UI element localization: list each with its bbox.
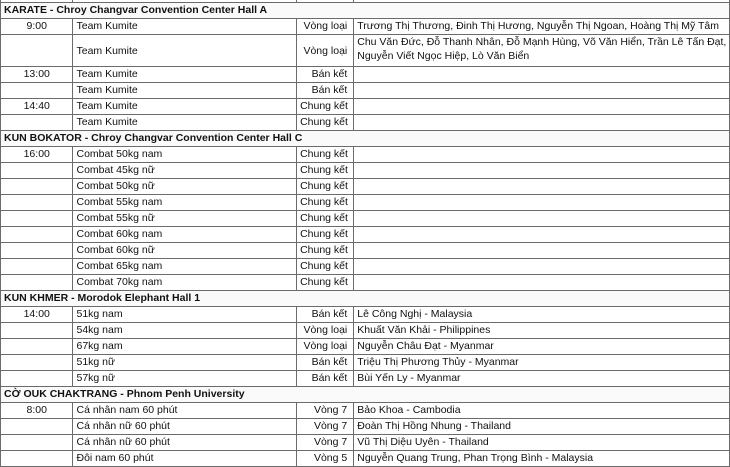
event-cell: 57kg nữ: [73, 371, 297, 387]
round-cell: Chung kết: [297, 163, 354, 179]
table-row: [1, 451, 730, 467]
event-cell: Cá nhân nữ 60 phút: [73, 419, 297, 435]
athletes-cell: Đoàn Thị Hồng Nhung - Thailand: [354, 419, 730, 435]
table-row: [1, 355, 730, 371]
athletes-cell: [354, 147, 730, 163]
event-cell: Combat 50kg nữ: [73, 179, 297, 195]
event-cell: Combat 55kg nữ: [73, 211, 297, 227]
table-row: [1, 275, 730, 291]
athletes-cell: Trương Thị Thương, Đinh Thị Hương, Nguyễn Thị Ngoan, Hoàng Thị Mỹ Tâm: [354, 19, 730, 35]
round-cell: Bán kết: [297, 83, 354, 99]
venue-name: Chroy Changvar Convention Center Hall A: [56, 4, 268, 16]
athletes-cell: [354, 163, 730, 179]
time-cell: [1, 243, 73, 259]
event-cell: Team Kumite: [73, 19, 297, 35]
table-row: [1, 435, 730, 451]
athletes-cell: [354, 83, 730, 99]
time-cell: 13:00: [1, 67, 73, 83]
event-cell: Combat 60kg nữ: [73, 243, 297, 259]
time-cell: [1, 435, 73, 451]
athletes-cell: Triệu Thị Phương Thủy - Myanmar: [354, 355, 730, 371]
athletes-cell: Bảo Khoa - Cambodia: [354, 403, 730, 419]
time-cell: [1, 115, 73, 131]
table-row: [1, 211, 730, 227]
table-row: [1, 419, 730, 435]
athletes-line-2: Nguyễn Viết Ngọc Hiệp, Lò Văn Biển: [357, 50, 530, 62]
round-cell: Vòng loại: [297, 19, 354, 35]
table-row: [1, 227, 730, 243]
time-cell: [1, 211, 73, 227]
time-cell: [1, 259, 73, 275]
athletes-cell: [354, 243, 730, 259]
table-row: [1, 147, 730, 163]
athletes-cell: [354, 35, 730, 67]
athletes-cell: [354, 67, 730, 83]
round-cell: Chung kết: [297, 227, 354, 243]
time-cell: 9:00: [1, 19, 73, 35]
section-header-co-ouk-chaktrang: CỜ OUK CHAKTRANG - Phnom Penh University: [1, 387, 730, 403]
athletes-cell: [354, 99, 730, 115]
athletes-cell: [354, 227, 730, 243]
athletes-cell: [354, 195, 730, 211]
event-cell: 51kg nữ: [73, 355, 297, 371]
athletes-cell: Khuất Văn Khải - Philippines: [354, 323, 730, 339]
event-cell: 54kg nam: [73, 323, 297, 339]
round-cell: Chung kết: [297, 243, 354, 259]
round-cell: Chung kết: [297, 275, 354, 291]
round-cell: Vòng loại: [297, 323, 354, 339]
table-row: [1, 19, 730, 35]
event-cell: Combat 70kg nam: [73, 275, 297, 291]
event-cell: Team Kumite: [73, 67, 297, 83]
time-cell: 8:00: [1, 403, 73, 419]
table-row: [1, 115, 730, 131]
time-cell: [1, 371, 73, 387]
venue-name: Phnom Penh University: [126, 388, 245, 400]
round-cell: Chung kết: [297, 147, 354, 163]
table-row: [1, 339, 730, 355]
round-cell: Vòng 5: [297, 451, 354, 467]
table-row: [1, 259, 730, 275]
round-cell: Vòng loại: [297, 339, 354, 355]
event-cell: Combat 45kg nữ: [73, 163, 297, 179]
table-row: [1, 195, 730, 211]
event-cell: Combat 50kg nam: [73, 147, 297, 163]
venue-name: Morodok Elephant Hall 1: [77, 292, 201, 304]
round-cell: Bán kết: [297, 371, 354, 387]
venue-name: Chroy Changvar Convention Center Hall C: [91, 132, 303, 144]
round-cell: Vòng loại: [297, 35, 354, 67]
event-cell: Team Kumite: [73, 83, 297, 99]
round-cell: Bán kết: [297, 67, 354, 83]
section-header-karate: KARATE - Chroy Changvar Convention Center Hall A: [1, 3, 730, 19]
round-cell: Bán kết: [297, 307, 354, 323]
athletes-cell: Nguyễn Quang Trung, Phan Trọng Bình - Malaysia: [354, 451, 730, 467]
time-cell: [1, 419, 73, 435]
event-cell: Team Kumite: [73, 115, 297, 131]
round-cell: Chung kết: [297, 195, 354, 211]
table-row: [1, 83, 730, 99]
table-row: [1, 163, 730, 179]
time-cell: [1, 179, 73, 195]
sport-name: KUN BOKATOR: [4, 132, 82, 144]
round-cell: Vòng 7: [297, 403, 354, 419]
round-cell: Chung kết: [297, 211, 354, 227]
table-row: [1, 35, 730, 67]
table-row: [1, 307, 730, 323]
sport-name: KARATE: [4, 4, 47, 16]
time-cell: [1, 339, 73, 355]
round-cell: Chung kết: [297, 115, 354, 131]
time-cell: 16:00: [1, 147, 73, 163]
event-cell: Combat 65kg nam: [73, 259, 297, 275]
athletes-cell: [354, 259, 730, 275]
event-cell: Cá nhân nam 60 phút: [73, 403, 297, 419]
event-cell: Team Kumite: [73, 35, 297, 67]
event-cell: Cá nhân nữ 60 phút: [73, 435, 297, 451]
table-row: [1, 179, 730, 195]
time-cell: [1, 355, 73, 371]
time-cell: [1, 323, 73, 339]
sport-name: KUN KHMER: [4, 292, 69, 304]
athletes-cell: [354, 275, 730, 291]
section-header-kun-bokator: KUN BOKATOR - Chroy Changvar Convention Center Hall C: [1, 131, 730, 147]
time-cell: [1, 275, 73, 291]
time-cell: [1, 163, 73, 179]
athletes-line-1: Chu Văn Đức, Đỗ Thanh Nhân, Đỗ Mạnh Hùng, Võ Văn Hiển, Trần Lê Tấn Đạt,: [357, 36, 727, 48]
round-cell: Vòng 7: [297, 435, 354, 451]
round-cell: Chung kết: [297, 99, 354, 115]
table-row: [1, 67, 730, 83]
table-row: [1, 323, 730, 339]
time-cell: [1, 83, 73, 99]
table-row: [1, 99, 730, 115]
time-cell: 14:00: [1, 307, 73, 323]
time-cell: 14:40: [1, 99, 73, 115]
athletes-cell: [354, 211, 730, 227]
event-cell: 51kg nam: [73, 307, 297, 323]
sport-name: CỜ OUK CHAKTRANG: [4, 388, 118, 400]
athletes-cell: Lê Công Nghị - Malaysia: [354, 307, 730, 323]
event-cell: 67kg nam: [73, 339, 297, 355]
time-cell: [1, 195, 73, 211]
event-cell: Đôi nam 60 phút: [73, 451, 297, 467]
time-cell: [1, 227, 73, 243]
event-cell: Team Kumite: [73, 99, 297, 115]
event-cell: Combat 55kg nam: [73, 195, 297, 211]
round-cell: Chung kết: [297, 259, 354, 275]
table-row: [1, 403, 730, 419]
round-cell: Vòng 7: [297, 419, 354, 435]
table-row: [1, 371, 730, 387]
athletes-cell: [354, 115, 730, 131]
table-row: [1, 243, 730, 259]
athletes-cell: [354, 179, 730, 195]
athletes-cell: Vũ Thị Diệu Uyên - Thailand: [354, 435, 730, 451]
event-cell: Combat 60kg nam: [73, 227, 297, 243]
section-header-kun-khmer: KUN KHMER - Morodok Elephant Hall 1: [1, 291, 730, 307]
round-cell: Chung kết: [297, 179, 354, 195]
time-cell: [1, 451, 73, 467]
athletes-cell: Nguyễn Châu Đạt - Myanmar: [354, 339, 730, 355]
round-cell: Bán kết: [297, 355, 354, 371]
time-cell: [1, 35, 73, 67]
athletes-cell: Bùi Yến Ly - Myanmar: [354, 371, 730, 387]
